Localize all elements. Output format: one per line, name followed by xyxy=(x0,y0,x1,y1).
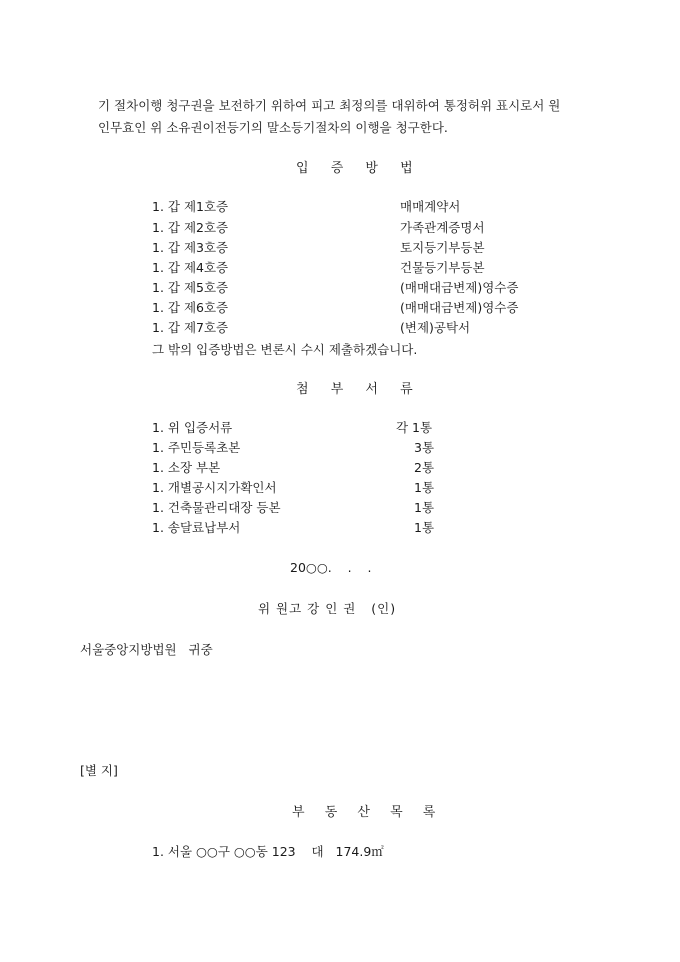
court-addressee: 서울중앙지방법원 귀중 xyxy=(80,642,213,657)
appendix-tag: [별 지] xyxy=(80,763,118,778)
list-item xyxy=(0,197,680,217)
evidence-desc: 토지등기부등본 xyxy=(400,240,485,255)
evidence-desc: (변제)공탁서 xyxy=(400,320,471,335)
property-item: 1. 서울 ○○구 ○○동 123 대 174.9㎡ xyxy=(152,844,384,859)
evidence-label: 1. 갑 제3호증 xyxy=(152,240,229,255)
attachment-count: 1통 xyxy=(414,500,435,515)
list-item xyxy=(0,458,680,478)
evidence-label: 1. 갑 제6호증 xyxy=(152,300,229,315)
evidence-desc: 매매계약서 xyxy=(400,199,461,214)
attachment-count: 2통 xyxy=(414,460,435,475)
list-item xyxy=(0,518,680,538)
list-item xyxy=(0,438,680,458)
attachment-label: 1. 소장 부본 xyxy=(152,460,221,475)
evidence-desc: (매매대금변제)영수증 xyxy=(400,300,519,315)
attachment-label: 1. 개별공시지가확인서 xyxy=(152,480,277,495)
attachments-heading: 첨 부 서 류 xyxy=(296,382,422,397)
list-item xyxy=(0,498,680,518)
list-item xyxy=(0,318,680,338)
evidence-label: 1. 갑 제2호증 xyxy=(152,220,229,235)
list-item xyxy=(0,258,680,278)
evidence-desc: (매매대금변제)영수증 xyxy=(400,280,519,295)
list-item xyxy=(0,478,680,498)
list-item xyxy=(0,238,680,258)
evidence-desc: 가족관계증명서 xyxy=(400,220,485,235)
evidence-label: 1. 갑 제4호증 xyxy=(152,260,229,275)
filing-date: 20○○. . . xyxy=(290,560,372,575)
intro-line-1: 기 절차이행 청구권을 보전하기 위하여 피고 최정의를 대위하여 통정허위 표시로서 원 xyxy=(98,98,561,113)
appendix-heading: 부 동 산 목 록 xyxy=(292,805,444,820)
evidence-label: 1. 갑 제5호증 xyxy=(152,280,229,295)
attachment-label: 1. 위 입증서류 xyxy=(152,420,233,435)
attachment-count: 각 1통 xyxy=(396,420,433,435)
evidence-note: 그 밖의 입증방법은 변론시 수시 제출하겠습니다. xyxy=(152,342,418,357)
evidence-desc: 건물등기부등본 xyxy=(400,260,485,275)
list-item xyxy=(0,278,680,298)
list-item xyxy=(0,418,680,438)
attachment-count: 1통 xyxy=(414,520,435,535)
list-item xyxy=(0,298,680,318)
evidence-heading: 입 증 방 법 xyxy=(296,161,422,176)
evidence-label: 1. 갑 제1호증 xyxy=(152,199,229,214)
intro-line-2: 인무효인 위 소유권이전등기의 말소등기절차의 이행을 청구한다. xyxy=(98,120,448,135)
attachment-label: 1. 송달료납부서 xyxy=(152,520,241,535)
attachment-count: 3통 xyxy=(414,440,435,455)
attachment-label: 1. 주민등록초본 xyxy=(152,440,241,455)
list-item xyxy=(0,218,680,238)
attachment-label: 1. 건축물관리대장 등본 xyxy=(152,500,281,515)
plaintiff-signature: 위 원고 강 인 권 (인) xyxy=(258,601,397,616)
attachment-count: 1통 xyxy=(414,480,435,495)
evidence-label: 1. 갑 제7호증 xyxy=(152,320,229,335)
